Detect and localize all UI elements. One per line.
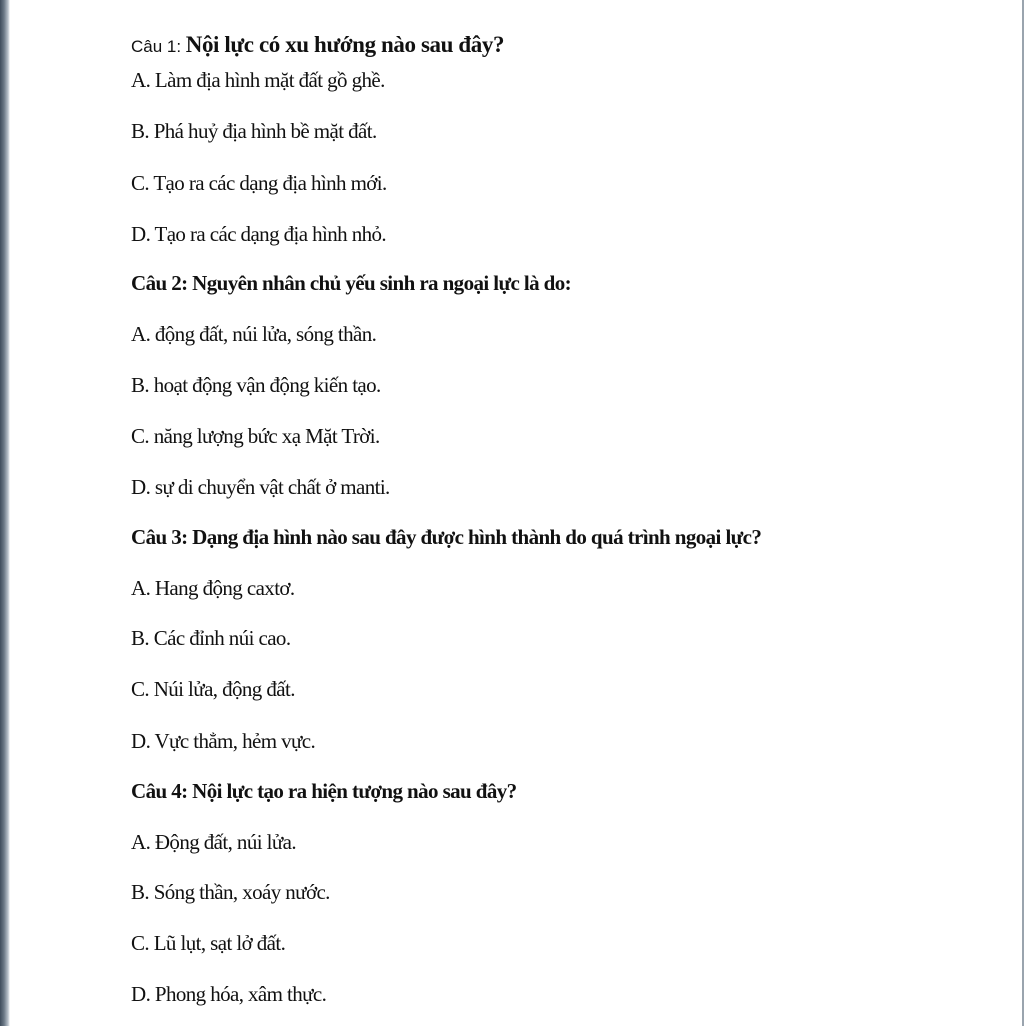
question-1-number: Câu 1: [131,37,182,56]
question-3-number: Câu 3: [131,525,188,549]
page-left-edge [0,0,10,1026]
question-3-option-b: B. Các đỉnh núi cao. [131,626,291,650]
question-1-option-a: A. Làm địa hình mặt đất gồ ghề. [131,68,385,92]
question-1-option-b: B. Phá huỷ địa hình bề mặt đất. [131,119,377,143]
document-page [131,0,1001,1026]
question-1-option-d: D. Tạo ra các dạng địa hình nhỏ. [131,222,387,246]
question-4-option-b: B. Sóng thần, xoáy nước. [131,880,330,904]
question-1 [131,32,504,60]
question-2-option-c: C. năng lượng bức xạ Mặt Trời. [131,424,380,448]
question-2-option-a: A. động đất, núi lửa, sóng thần. [131,322,377,346]
question-3 [131,524,761,550]
question-4-option-d: D. Phong hóa, xâm thực. [131,982,327,1006]
question-2-option-d: D. sự di chuyển vật chất ở manti. [131,475,390,499]
question-2 [131,270,571,296]
question-3-option-c: C. Núi lửa, động đất. [131,677,295,701]
question-4-text: Nội lực tạo ra hiện tượng nào sau đây? [192,779,517,803]
question-3-option-d: D. Vực thẳm, hẻm vực. [131,729,316,753]
question-4-option-a: A. Động đất, núi lửa. [131,830,297,854]
question-1-text: Nội lực có xu hướng nào sau đây? [185,32,505,57]
question-2-text: Nguyên nhân chủ yếu sinh ra ngoại lực là do: [192,271,572,295]
question-1-option-c: C. Tạo ra các dạng địa hình mới. [131,171,387,195]
question-4-number: Câu 4: [131,779,188,803]
question-3-text: Dạng địa hình nào sau đây được hình thành do quá trình ngoại lực? [192,525,762,549]
question-4-option-c: C. Lũ lụt, sạt lở đất. [131,931,286,955]
question-2-option-b: B. hoạt động vận động kiến tạo. [131,373,381,397]
question-3-option-a: A. Hang động caxtơ. [131,576,295,600]
question-4 [131,778,517,804]
question-2-number: Câu 2: [131,271,188,295]
